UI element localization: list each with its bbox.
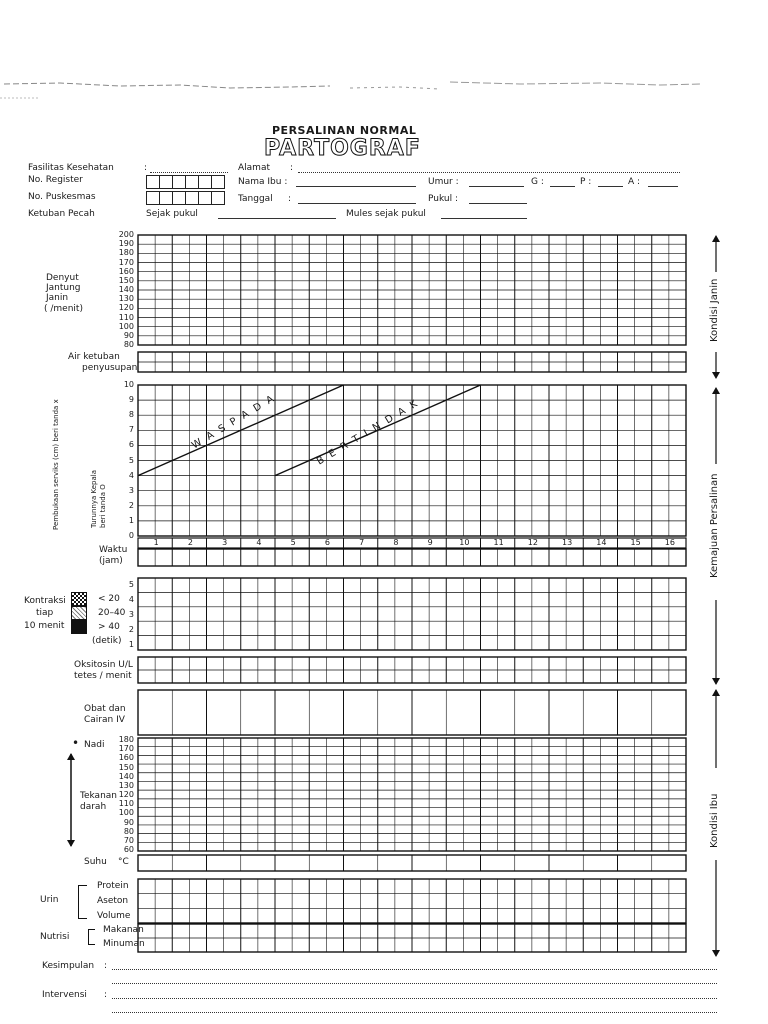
legend-lt20: < 20 [98,594,120,604]
ibu-arrow-icon [710,688,722,958]
jam-label: (jam) [99,556,123,566]
urin-bracket-icon [78,885,87,919]
djj-tick: 90 [123,330,134,340]
hour-label: 15 [630,538,641,547]
hour-label: 14 [596,538,607,547]
mules-label: Mules sejak pukul [346,209,426,219]
djj-tick: 120 [118,303,134,313]
kesimpulan-line-2[interactable] [112,983,717,984]
djj-label-3: Janin [46,293,69,303]
kontraksi-tick: 4 [128,595,134,604]
kepala-side-label: Turunnya Kepala beri tanda O [90,469,107,528]
djj-tick: 180 [118,248,134,258]
djj-tick: 170 [118,257,134,267]
hour-label: 10 [459,538,470,547]
serviks-tick: 6 [128,440,134,450]
djj-label-1: Denyut [46,273,79,283]
janin-arrow-icon [710,234,722,380]
obat-label-2: Cairan IV [84,715,125,725]
djj-tick: 130 [118,294,134,304]
hour-label: 16 [664,538,675,547]
hour-label: 4 [256,538,262,547]
nadi-tick: 130 [118,780,134,790]
kontraksi-tick: 2 [128,625,134,634]
serviks-tick: 10 [123,380,134,389]
hour-label: 13 [562,538,573,547]
oksitosin-label-2: tetes / menit [74,671,132,681]
kesimpulan-label: Kesimpulan [42,961,95,971]
tanggal-colon: : [288,194,292,204]
makanan-label: Makanan [103,925,144,935]
register-label: No. Register [28,175,83,185]
serviks-tick: 0 [128,531,134,540]
minuman-label: Minuman [103,939,145,949]
kontraksi-label-1: Kontraksi [24,596,66,606]
serviks-tick: 8 [128,410,134,420]
aseton-label: Aseton [97,896,129,906]
nadi-tick: 90 [123,817,134,827]
legend-hatch-icon [71,606,87,620]
legend-checker-icon [71,592,87,606]
hour-label: 1 [153,538,159,547]
kondisi-janin-label: Kondisi Janin [709,278,720,342]
nadi-tick: 100 [118,808,134,818]
legend-solid-icon [71,620,87,634]
waktu-label: Waktu [99,545,128,555]
serviks-tick: 5 [128,455,134,465]
alamat-colon: : [290,163,294,173]
kesimpulan-line-1[interactable] [112,969,717,970]
suhu-unit: °C [118,857,129,867]
nadi-tick: 120 [118,790,134,799]
ketuban-label: Ketuban Pecah [28,209,95,219]
serviks-tick: 1 [128,515,134,525]
kemajuan-label: Kemajuan Persalinan [709,473,720,578]
nutrisi-label: Nutrisi [40,932,70,942]
nadi-label: Nadi [84,740,105,750]
volume-label: Volume [97,911,131,921]
g-label: G : [531,177,544,187]
urin-label: Urin [40,895,59,905]
kontraksi-tick: 3 [128,610,134,619]
serviks-tick: 3 [128,485,134,495]
hour-label: 7 [359,538,365,547]
nadi-tick: 150 [118,762,134,772]
kontraksi-label-3: 10 menit [24,621,65,631]
tanggal-label: Tanggal [238,194,273,204]
puskesmas-label: No. Puskesmas [28,192,96,202]
serviks-tick: 4 [128,470,134,480]
page-title: PARTOGRAF [264,136,421,161]
umur-label: Umur : [428,177,459,187]
kesimpulan-colon: : [104,961,108,971]
protein-label: Protein [97,881,129,891]
djj-tick: 150 [118,275,134,285]
intervensi-line-2[interactable] [112,1012,717,1013]
oksitosin-label-1: Oksitosin U/L [74,660,133,670]
nadi-tick: 170 [118,744,134,754]
alamat-label: Alamat [238,163,270,173]
kondisi-ibu-label: Kondisi Ibu [709,793,720,848]
pukul-label: Pukul : [428,194,459,204]
kemajuan-arrow-icon [710,386,722,686]
nadi-tick: 60 [123,845,134,854]
suhu-label: Suhu [84,857,107,867]
kontraksi-label-2: tiap [36,608,54,618]
kontraksi-tick: 5 [128,580,134,589]
intervensi-colon: : [104,990,108,1000]
title-small: PERSALINAN NORMAL [272,124,417,137]
nadi-tick: 140 [118,771,134,781]
hour-label: 6 [324,538,330,547]
djj-label-2: Jantung [46,283,81,293]
fasilitas-colon: : [144,163,148,173]
serviks-tick: 2 [128,500,134,510]
serviks-tick: 7 [128,425,134,435]
djj-tick: 100 [118,321,134,331]
hour-label: 2 [187,538,193,547]
hour-label: 11 [493,538,504,547]
legend-20-40: 20–40 [98,608,126,618]
hour-label: 5 [290,538,296,547]
nadi-tick: 160 [118,753,134,763]
djj-tick: 200 [118,230,134,239]
tekanan-label-2: darah [80,802,107,812]
nutrisi-bracket-icon [88,929,95,945]
djj-tick: 160 [118,266,134,276]
air-ketuban-label-2: penyusupan [82,363,138,373]
nadi-tick: 80 [123,826,134,836]
sejak-label: Sejak pukul [146,209,198,219]
hour-label: 3 [222,538,228,547]
djj-label-4: ( /menit) [44,304,83,314]
nama-ibu-label: Nama Ibu : [238,177,288,187]
obat-label-1: Obat dan [84,704,126,714]
tekanan-label-1: Tekanan [80,791,117,801]
serviks-side-label: Pembukaan serviks (cm) beri tanda x [52,399,60,530]
intervensi-label: Intervensi [42,990,87,1000]
djj-tick: 110 [118,312,134,322]
serviks-tick: 9 [128,395,134,405]
hour-label: 8 [393,538,399,547]
hour-label: 12 [527,538,538,547]
a-label: A : [628,177,641,187]
djj-tick: 80 [123,340,134,349]
kontraksi-tick: 1 [128,640,134,649]
nadi-tick: 110 [118,799,134,809]
nadi-tick: 180 [118,735,134,744]
p-label: P : [580,177,592,187]
hour-label: 9 [427,538,433,547]
nadi-bullet-icon: • [72,736,80,750]
legend-detik: (detik) [92,636,122,646]
bertindak-label: B E R T I N D A K [315,397,422,468]
djj-tick: 190 [118,239,134,249]
air-ketuban-label-1: Air ketuban [68,352,120,362]
fasilitas-label: Fasilitas Kesehatan [28,163,114,173]
legend-gt40: > 40 [98,622,120,632]
nadi-tick: 70 [123,835,134,845]
waspada-label: W A S P A D A [190,392,278,452]
intervensi-line-1[interactable] [112,998,717,999]
tekanan-arrow-icon [66,752,76,848]
djj-tick: 140 [118,285,134,294]
